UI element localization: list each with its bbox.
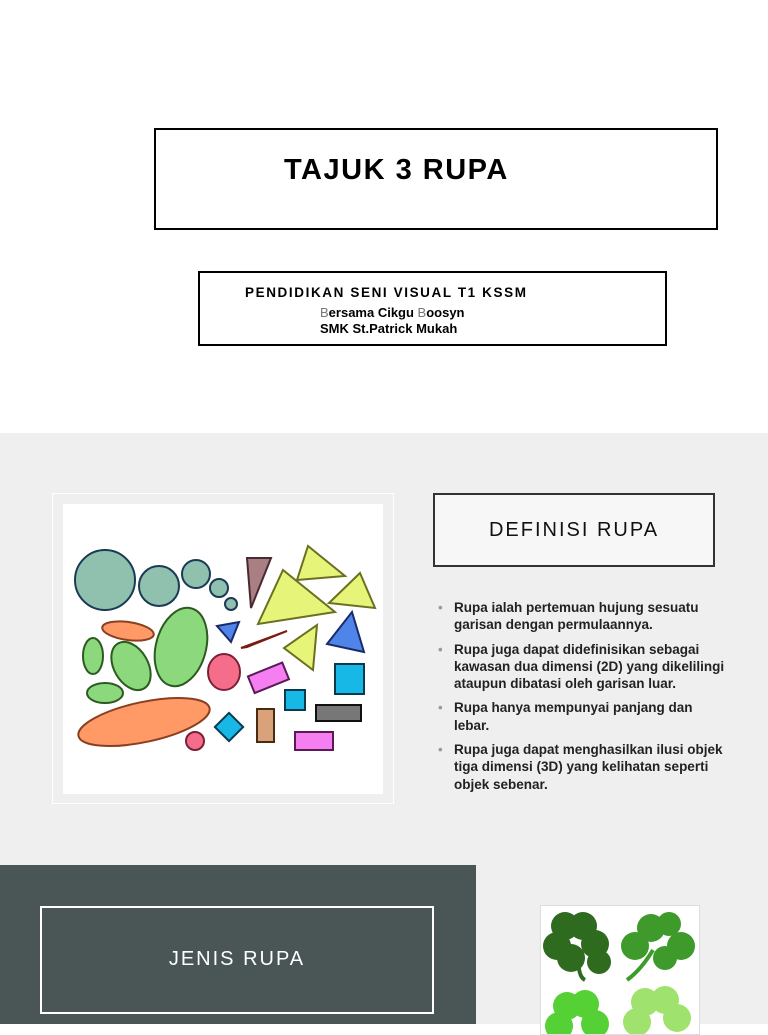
triangle-yellow-top [297, 546, 345, 580]
ellipse-green-flat [87, 683, 123, 703]
teacher-label [320, 305, 465, 320]
teacher-initial-1: B [320, 305, 329, 320]
square-cyan-small [285, 690, 305, 710]
clover-light [623, 986, 691, 1035]
shapes-image-frame [52, 493, 394, 804]
ellipse-green-large [146, 602, 215, 692]
subtitle-box [198, 271, 667, 346]
rect-brown [257, 709, 274, 742]
shapes-illustration-icon [63, 504, 383, 794]
teacher-initial-2: B [417, 305, 427, 320]
definition-list [438, 599, 728, 800]
circle-tiny [225, 598, 237, 610]
clover-leaves-illustration-icon [540, 905, 700, 1035]
ellipse-orange-small [101, 618, 155, 643]
teacher-text-2: oosyn [426, 305, 465, 320]
shapes-svg [63, 504, 383, 794]
slide-title: TAJUK 3 RUPA [284, 154, 509, 186]
rect-magenta-tilted [248, 663, 289, 694]
circle-pink-small [186, 732, 204, 750]
triangle-blue-small [217, 622, 239, 642]
clover-svg [541, 906, 700, 1035]
school-label: SMK St.Patrick Mukah [320, 321, 458, 336]
rect-gray [316, 705, 361, 721]
types-slide-left [0, 865, 476, 1024]
clover-mid [621, 912, 695, 980]
subject-label: PENDIDIKAN SENI VISUAL T1 KSSM [245, 285, 528, 300]
ellipse-green-tall [83, 638, 103, 674]
definition-heading-box [433, 493, 715, 567]
circle-smaller [210, 579, 228, 597]
triangle-yellow-mid [284, 625, 317, 670]
types-slide-right [476, 865, 768, 1024]
definition-slide [0, 433, 768, 865]
definition-heading: DEFINISI RUPA [488, 519, 660, 541]
triangle-mauve [247, 558, 271, 608]
title-slide [0, 0, 768, 433]
clover-bright [545, 990, 609, 1035]
circle-medium [139, 566, 179, 606]
clover-dark [543, 912, 611, 980]
circle-large [75, 550, 135, 610]
ellipse-pink [208, 654, 240, 690]
types-heading-box [40, 906, 434, 1014]
list-item: • Rupa ialah pertemuan hujung sesuatu garisan dengan permulaannya. [438, 599, 728, 634]
types-heading: JENIS RUPA [168, 948, 306, 970]
diamond-cyan [215, 713, 243, 741]
circle-small [182, 560, 210, 588]
triangle-blue-big [327, 612, 364, 652]
rect-magenta [295, 732, 333, 750]
title-box [154, 128, 718, 230]
teacher-text-1: ersama Cikgu [328, 305, 418, 320]
list-item: • Rupa juga dapat menghasilkan ilusi objek tiga dimensi (3D) yang kelihatan seperti objek sebenar. [438, 741, 728, 793]
square-cyan-large [335, 664, 364, 694]
triangle-red [241, 631, 287, 648]
list-item: • Rupa hanya mempunyai panjang dan lebar. [438, 699, 728, 734]
triangle-yellow-right [329, 573, 375, 608]
list-item: • Rupa juga dapat didefinisikan sebagai kawasan dua dimensi (2D) yang dikelilingi ataupun dibatasi oleh garisan luar. [438, 641, 728, 693]
